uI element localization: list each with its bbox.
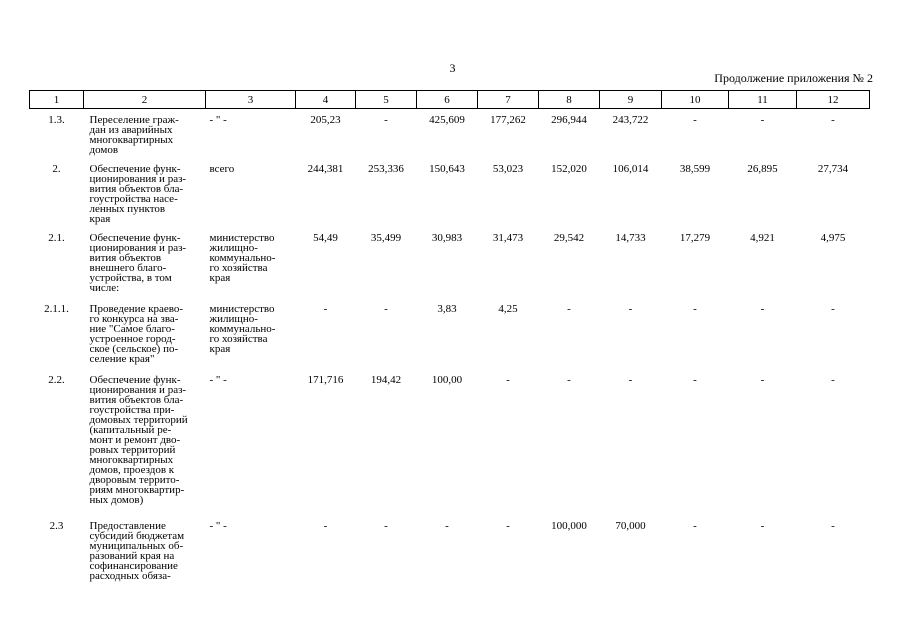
column-number-row bbox=[30, 91, 870, 109]
table-row bbox=[30, 304, 870, 375]
page-number: 3 bbox=[449, 61, 456, 75]
value-cell: 14,733 bbox=[615, 232, 646, 244]
column-header: 9 bbox=[600, 91, 662, 109]
row-number-cell: 2.1.1. bbox=[44, 303, 69, 315]
value-cell: - bbox=[831, 303, 835, 315]
value-cell: 4,25 bbox=[498, 303, 518, 315]
column-header: 5 bbox=[356, 91, 417, 109]
value-cell: 150,643 bbox=[429, 163, 465, 175]
table-row bbox=[30, 109, 870, 165]
value-cell: 106,014 bbox=[612, 163, 649, 175]
column-header: 12 bbox=[797, 91, 870, 109]
value-cell: 4,921 bbox=[750, 232, 775, 244]
value-cell: - bbox=[760, 520, 765, 532]
row-number-cell: 1.3. bbox=[48, 114, 65, 126]
value-cell: 253,336 bbox=[368, 163, 404, 175]
column-header: 10 bbox=[662, 91, 729, 109]
value-cell: - bbox=[628, 303, 633, 315]
value-cell: 194,42 bbox=[370, 374, 402, 386]
value-cell: 29,542 bbox=[553, 232, 585, 244]
value-cell: 205,23 bbox=[310, 114, 341, 126]
value-cell: - bbox=[760, 374, 765, 386]
column-header: 8 bbox=[539, 91, 600, 109]
activity-name-cell: Переселение граж- дан из аварийных многоквартирных домов bbox=[89, 114, 179, 156]
value-cell: - bbox=[445, 520, 449, 532]
row-number-cell: 2.2. bbox=[48, 374, 65, 386]
table-body bbox=[30, 109, 870, 602]
responsible-cell: - " - bbox=[209, 114, 227, 126]
value-cell: 152,020 bbox=[551, 163, 587, 175]
column-header: 4 bbox=[296, 91, 356, 109]
value-cell: - bbox=[323, 303, 328, 315]
value-cell: - bbox=[831, 114, 835, 126]
value-cell: - bbox=[760, 114, 765, 126]
value-cell: - bbox=[693, 303, 697, 315]
value-cell: 30,983 bbox=[431, 232, 463, 244]
column-header: 11 bbox=[729, 91, 797, 109]
value-cell: 31,473 bbox=[492, 232, 524, 244]
value-cell: - bbox=[693, 374, 697, 386]
value-cell: 54,49 bbox=[313, 232, 338, 244]
activity-name-cell: Проведение краево- го конкурса на зва- ние "Самое благо- устроенное город- ское (сельское) по- селение края" bbox=[89, 303, 184, 365]
value-cell: 177,262 bbox=[490, 114, 526, 126]
responsible-cell: всего bbox=[209, 163, 235, 175]
value-cell: - bbox=[384, 114, 388, 126]
value-cell: - bbox=[384, 520, 388, 532]
value-cell: 53,023 bbox=[492, 163, 524, 175]
table-row bbox=[30, 521, 870, 601]
column-header: 2 bbox=[84, 91, 206, 109]
value-cell: 27,734 bbox=[817, 163, 849, 175]
responsible-cell: - " - bbox=[209, 520, 227, 532]
value-cell: - bbox=[506, 374, 510, 386]
responsible-cell: министерство жилищно- коммунально- го хозяйства края bbox=[209, 303, 276, 355]
value-cell: 243,722 bbox=[612, 114, 649, 126]
value-cell: - bbox=[506, 520, 510, 532]
value-cell: 4,975 bbox=[820, 232, 846, 244]
program-financing-table bbox=[29, 90, 870, 601]
value-cell: - bbox=[323, 520, 328, 532]
value-cell: - bbox=[567, 374, 571, 386]
value-cell: - bbox=[567, 303, 571, 315]
column-header: 6 bbox=[417, 91, 478, 109]
value-cell: 296,944 bbox=[551, 114, 587, 126]
row-number-cell: 2.3 bbox=[49, 520, 64, 532]
value-cell: - bbox=[693, 520, 697, 532]
column-header: 1 bbox=[30, 91, 84, 109]
value-cell: - bbox=[831, 374, 835, 386]
table-row bbox=[30, 164, 870, 233]
column-header: 7 bbox=[478, 91, 539, 109]
row-number-cell: 2. bbox=[52, 163, 61, 175]
appendix-continuation-label: Продолжение приложения № 2 bbox=[714, 71, 873, 85]
value-cell: 425,609 bbox=[429, 114, 465, 126]
activity-name-cell: Обеспечение функ- ционирования и раз- вития объектов бла- гоустройства при- домовых территорий (капитальный ре- монт и ремонт дво- ровых территорий многоквартирных домов, проездов к дворовым террито- риям многоквартир- ных домов) bbox=[89, 374, 188, 506]
value-cell: 17,279 bbox=[679, 232, 711, 244]
value-cell: 70,000 bbox=[615, 520, 646, 532]
value-cell: 100,000 bbox=[551, 520, 587, 532]
value-cell: 38,599 bbox=[679, 163, 711, 175]
column-header: 3 bbox=[206, 91, 296, 109]
value-cell: - bbox=[384, 303, 388, 315]
value-cell: 26,895 bbox=[747, 163, 778, 175]
value-cell: - bbox=[628, 374, 633, 386]
value-cell: 3,83 bbox=[437, 303, 457, 315]
activity-name-cell: Обеспечение функ- ционирования и раз- вития объектов бла- гоустройства насе- ленных пунктов края bbox=[89, 163, 187, 225]
value-cell: - bbox=[760, 303, 765, 315]
row-number-cell: 2.1. bbox=[48, 232, 65, 244]
table-row bbox=[30, 375, 870, 521]
activity-name-cell: Обеспечение функ- ционирования и раз- вития объектов внешнего благо- устройства, в том числе: bbox=[89, 232, 187, 294]
responsible-cell: - " - bbox=[209, 374, 227, 386]
value-cell: - bbox=[693, 114, 697, 126]
responsible-cell: министерство жилищно- коммунально- го хозяйства края bbox=[209, 232, 276, 284]
value-cell: - bbox=[831, 520, 835, 532]
value-cell: 244,381 bbox=[307, 163, 344, 175]
value-cell: 35,499 bbox=[370, 232, 402, 244]
value-cell: 171,716 bbox=[307, 374, 344, 386]
table-row bbox=[30, 233, 870, 304]
value-cell: 100,00 bbox=[431, 374, 463, 386]
activity-name-cell: Предоставление субсидий бюджетам муниципальных об- разований края на софинансирование расходных обяза- bbox=[89, 520, 185, 582]
